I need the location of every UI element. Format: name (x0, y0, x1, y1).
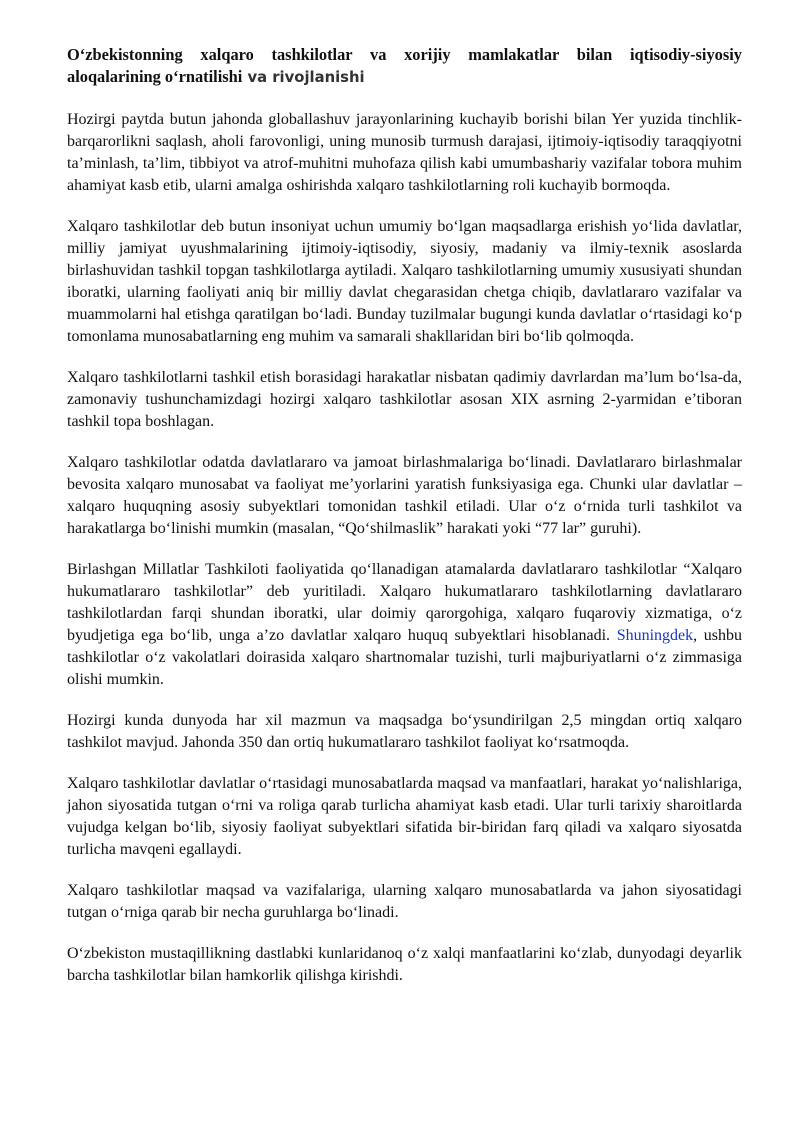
title-main: O‘zbekistonning xalqaro tashkilotlar va xorijiy mamlakatlar bilan iqtisodiy-siyosiy aloqalarining o‘rnatilishi (67, 45, 742, 86)
title-tail: va rivojlanishi (242, 69, 365, 86)
paragraph-1: Hozirgi paytda butun jahonda globallashuv jarayonlarining kuchayib borishi bilan Yer yuzida tinchlik-barqarorlikni saqlash, aholi farovonligi, uning munosib turmush darajasi, ijtimoiy-iqtisodiy taraqqiyotni ta’minlash, ta’lim, tibbiyot va atrof-muhitni muhofaza qilish kabi umumbashariy vazifalar tobora muhim ahamiyat kasb etib, ularni amalga oshirishda xalqaro tashkilotlarning roli kuchayib bormoqda. (67, 111, 742, 194)
paragraph-7: Xalqaro tashkilotlar davlatlar o‘rtasidagi munosabatlarda maqsad va manfaatlari, harakat yo‘nalishlariga, jahon siyosatida tutgan o‘rni va roliga qarab turlicha ahamiyat kasb etadi. Ular turli tarixiy sharoitlarda vujudga kelgan bo‘lib, siyosiy faoliyat subyektlari sifatida bir-biridan farq qiladi va xalqaro siyosatda turlicha mavqeni egallaydi. (67, 775, 742, 858)
shuningdek-link-text: Shuningdek (616, 627, 694, 644)
paragraph-5-text-before: Birlashgan Millatlar Tashkiloti faoliyatida qo‘llanadigan atamalarda davlatlararo tashkilotlar “Xalqaro hukumatlararo tashkilotlar” deb yuritiladi. Xalqaro hukumatlararo tashkilotlarning davlatlararo tashkilotlardan farqi shundan iboratki, ular doimiy qarorgohiga, xalqaro fuqaroviy xizmatiga, o‘z byudjetiga ega bo‘lib, unga a’zo davlatlar xalqaro huquq subyektlari hisoblanadi. (67, 561, 742, 644)
paragraph-3: Xalqaro tashkilotlarni tashkil etish borasidagi harakatlar nisbatan qadimiy davrlardan ma’lum bo‘lsa-da, zamonaviy tushunchamizdagi hozirgi xalqaro tashkilotlar asosan XIX asrning 2-yarmidan e’tiboran tashkil topa boshlagan. (67, 369, 742, 430)
paragraph-4: Xalqaro tashkilotlar odatda davlatlararo va jamoat birlashmalariga bo‘linadi. Davlatlararo birlashmalar bevosita xalqaro munosabat va faoliyat me’yorlarini yaratish funksiyasiga ega. Chunki ular davlatlar – xalqaro huquqning asosiy subyektlari tomonidan tashkil etiladi. Ular o‘z o‘rnida turli tashkilot va harakatlarga bo‘linishi mumkin (masalan, “Qo‘shilmaslik” harakati yoki “77 lar” guruhi). (67, 454, 742, 537)
paragraph-6: Hozirgi kunda dunyoda har xil mazmun va maqsadga bo‘ysundirilgan 2,5 mingdan ortiq xalqaro tashkilot mavjud. Jahonda 350 dan ortiq hukumatlararo tashkilot faoliyat ko‘rsatmoqda. (67, 712, 742, 751)
paragraph-5-text-after: , ushbu tashkilotlar o‘z vakolatlari doirasida xalqaro shartnomalar tuzishi, turli majburiyatlarni o‘z zimmasiga olishi mumkin. (67, 627, 742, 688)
paragraph-2: Xalqaro tashkilotlar deb butun insoniyat uchun umumiy bo‘lgan maqsadlarga erishish yo‘lida davlatlar, milliy jamiyat uyushmalarining ijtimoiy-iqtisodiy, siyosiy, madaniy va ilmiy-texnik asoslarda birlashuvidan tashkil topgan tashkilotlarga aytiladi. Xalqaro tashkilotlarning umumiy xususiyati shundan iboratki, ularning faoliyati aniq bir milliy davlat chegarasidan chetga chiqib, davlatlararo vazifalar va muammolarni hal etishga qaratilgan bo‘ladi. Bunday tuzilmalar bugungi kunda davlatlar o‘rtasidagi ko‘p tomonlama munosabatlarning eng muhim va samarali shakllaridan biri bo‘lib qolmoqda. (67, 218, 742, 345)
document-title (67, 44, 742, 89)
paragraph-9: O‘zbekiston mustaqillikning dastlabki kunlaridanoq o‘z xalqi manfaatlarini ko‘zlab, dunyodagi deyarlik barcha tashkilotlar bilan hamkorlik qilishga kirishdi. (67, 945, 742, 984)
paragraph-8: Xalqaro tashkilotlar maqsad va vazifalariga, ularning xalqaro munosabatlarda va jahon siyosatidagi tutgan o‘rniga qarab bir necha guruhlarga bo‘linadi. (67, 882, 742, 921)
paragraph-5 (67, 559, 742, 691)
